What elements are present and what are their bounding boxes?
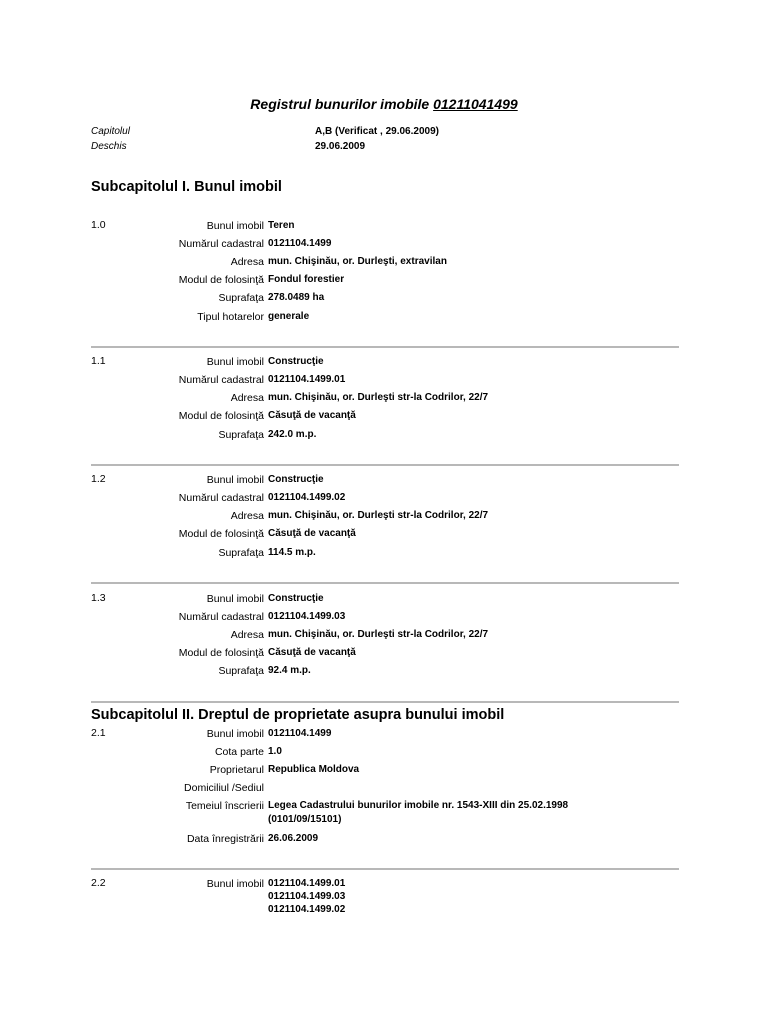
field-value: mun. Chişinău, or. Durleşti str-la Codrilor, 22/7: [268, 392, 489, 403]
field-value: 0121104.1499: [268, 238, 332, 249]
field-value-line-2: (0101/09/15101): [268, 814, 342, 825]
field-value: Fondul forestier: [268, 274, 345, 285]
field-value: 26.06.2009: [268, 833, 319, 844]
section-number: 1.2: [91, 473, 106, 485]
section-divider: [91, 701, 679, 703]
field-label: Numărul cadastral: [178, 492, 264, 504]
field-value: 242.0 m.p.: [268, 429, 317, 440]
field-label: Data înregistrării: [186, 833, 264, 845]
field-value: Legea Cadastrului bunurilor imobile nr. 1543-XIII din 25.02.1998: [268, 800, 569, 811]
field-label: Proprietarul: [209, 764, 264, 776]
field-value: mun. Chişinău, or. Durleşti, extravilan: [268, 256, 447, 267]
field-value: Construcţie: [268, 593, 324, 604]
field-value: 0121104.1499.02: [268, 492, 346, 503]
field-value-line-2: 0121104.1499.03: [268, 891, 346, 902]
field-value: Construcţie: [268, 474, 324, 485]
field-label: Adresa: [230, 256, 264, 268]
field-label: Bunul imobil: [206, 728, 264, 740]
field-label: Adresa: [230, 629, 264, 641]
field-label: Bunul imobil: [206, 220, 264, 232]
section-divider: [91, 868, 679, 870]
field-value: Republica Moldova: [268, 764, 360, 775]
field-value: 92.4 m.p.: [268, 665, 311, 676]
field-label: Numărul cadastral: [178, 238, 264, 250]
section-number: 2.2: [91, 877, 106, 889]
field-label: Domiciliul /Sediul: [184, 782, 264, 794]
section-divider: [91, 582, 679, 584]
field-label: Bunul imobil: [206, 356, 264, 368]
subchapter-1-heading: Subcapitolul I. Bunul imobil: [91, 179, 282, 195]
field-value-line-3: 0121104.1499.02: [268, 904, 346, 915]
field-label: Suprafaţa: [218, 665, 264, 677]
field-value: 278.0489 ha: [268, 292, 325, 303]
field-value: generale: [268, 311, 310, 322]
field-label: Numărul cadastral: [178, 374, 264, 386]
field-value: mun. Chişinău, or. Durleşti str-la Codrilor, 22/7: [268, 510, 489, 521]
title-prefix: Registrul bunurilor imobile: [250, 96, 430, 112]
field-label: Suprafaţa: [218, 429, 264, 441]
field-label: Numărul cadastral: [178, 611, 264, 623]
meta-key: Deschis: [91, 141, 127, 152]
field-value: Construcţie: [268, 356, 324, 367]
section-number: 1.0: [91, 219, 106, 231]
field-value: Teren: [268, 220, 295, 231]
field-label: Suprafaţa: [218, 292, 264, 304]
field-label: Modul de folosinţă: [178, 274, 264, 286]
field-label: Modul de folosinţă: [178, 647, 264, 659]
meta-value: A,B (Verificat , 29.06.2009): [315, 126, 439, 137]
section-divider: [91, 464, 679, 466]
document-title: [0, 96, 768, 112]
field-label: Bunul imobil: [206, 593, 264, 605]
field-value: 0121104.1499.01: [268, 374, 346, 385]
field-label: Temeiul înscrierii: [185, 800, 264, 812]
subchapter-2-heading: Subcapitolul II. Dreptul de proprietate asupra bunului imobil: [91, 707, 505, 723]
title-number: 01211041499: [433, 96, 518, 112]
field-value: Căsuţă de vacanţă: [268, 410, 356, 421]
field-value: 0121104.1499.01: [268, 878, 346, 889]
field-label: Modul de folosinţă: [178, 528, 264, 540]
section-number: 2.1: [91, 727, 106, 739]
field-label: Tipul hotarelor: [197, 311, 264, 323]
field-label: Suprafaţa: [218, 547, 264, 559]
field-label: Adresa: [230, 510, 264, 522]
field-label: Adresa: [230, 392, 264, 404]
field-value: Căsuţă de vacanţă: [268, 528, 356, 539]
field-value: 0121104.1499.03: [268, 611, 346, 622]
section-number: 1.1: [91, 355, 106, 367]
field-label: Cota parte: [214, 746, 264, 758]
field-label: Bunul imobil: [206, 474, 264, 486]
field-value: 114.5 m.p.: [268, 547, 316, 558]
field-value: mun. Chişinău, or. Durleşti str-la Codrilor, 22/7: [268, 629, 489, 640]
field-value: 1.0: [268, 746, 282, 757]
field-label: Modul de folosinţă: [178, 410, 264, 422]
field-label: Bunul imobil: [206, 878, 264, 890]
section-number: 1.3: [91, 592, 106, 604]
field-value: Căsuţă de vacanţă: [268, 647, 356, 658]
section-divider: [91, 346, 679, 348]
meta-key: Capitolul: [91, 126, 130, 137]
field-value: 0121104.1499: [268, 728, 332, 739]
meta-value: 29.06.2009: [315, 141, 366, 152]
